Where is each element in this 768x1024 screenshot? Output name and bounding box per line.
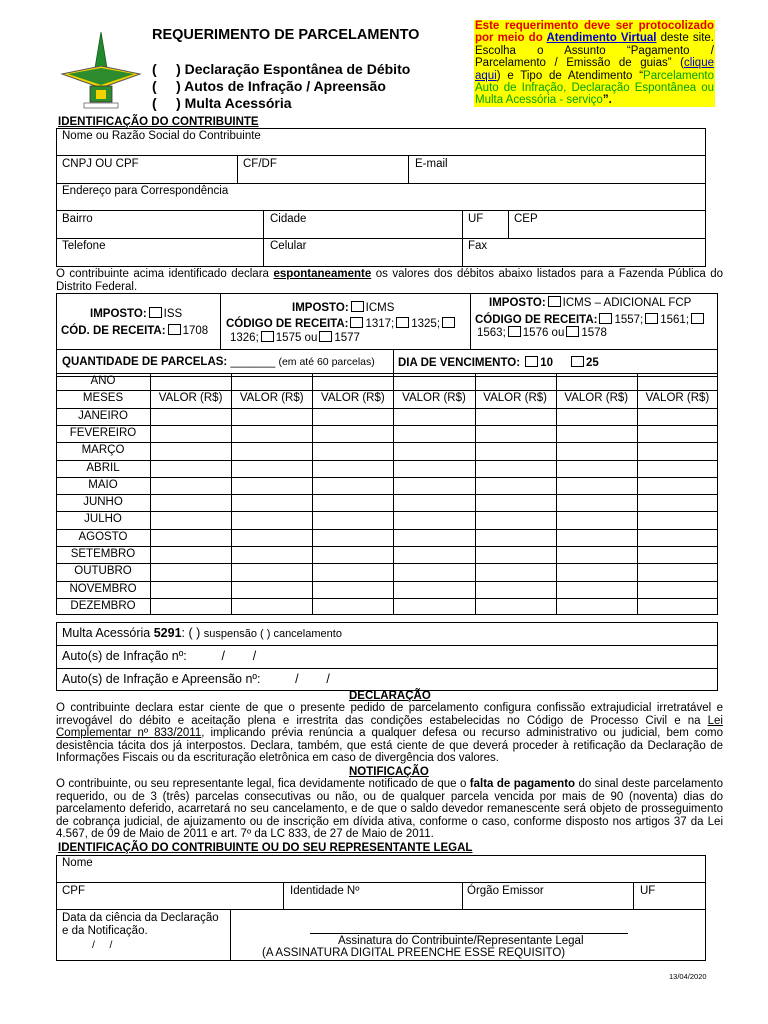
valor-cell[interactable] bbox=[232, 495, 311, 510]
valor-header-7: VALOR (R$) bbox=[645, 392, 710, 405]
fcp-codigo: CÓDIGO DE RECEITA: 1557; 1561; bbox=[475, 313, 706, 326]
valor-cell[interactable] bbox=[476, 426, 555, 441]
notice-text-1: Este requerimento deve ser protocolizado por meio do bbox=[475, 20, 714, 45]
icms-1326-checkbox[interactable] bbox=[442, 317, 455, 328]
coat-of-arms-logo bbox=[60, 30, 142, 112]
valor-cell[interactable] bbox=[151, 564, 230, 579]
valor-cell[interactable] bbox=[557, 495, 636, 510]
valor-cell[interactable] bbox=[638, 443, 717, 458]
auto-infracao-line[interactable]: Auto(s) de Infração nº: / / bbox=[62, 649, 257, 663]
option-multa: ( ) Multa Acessória bbox=[152, 95, 292, 111]
valor-cell[interactable] bbox=[638, 512, 717, 527]
cidade-field[interactable]: Cidade bbox=[270, 213, 307, 225]
valor-cell[interactable] bbox=[394, 512, 473, 527]
month-label: DEZEMBRO bbox=[70, 599, 136, 612]
valor-cell[interactable] bbox=[476, 582, 555, 597]
valor-cell[interactable] bbox=[232, 599, 311, 614]
valor-cell[interactable] bbox=[638, 599, 717, 614]
valor-cell[interactable] bbox=[232, 461, 311, 476]
notificacao-heading: NOTIFICAÇÃO bbox=[349, 766, 429, 778]
valor-cell[interactable] bbox=[476, 443, 555, 458]
valor-cell[interactable] bbox=[638, 582, 717, 597]
notice-text-4: Parcelamento Auto de Infração, Declaração Espontânea ou Multa Acessória - serviço bbox=[475, 69, 714, 107]
valor-cell[interactable] bbox=[394, 564, 473, 579]
icms-imposto: IMPOSTO: ICMS bbox=[292, 302, 395, 314]
identificacao-heading: IDENTIFICAÇÃO DO CONTRIBUINTE bbox=[58, 116, 259, 128]
iss-1708-checkbox[interactable] bbox=[168, 324, 181, 335]
dia-vencimento: DIA DE VENCIMENTO: 10 25 bbox=[398, 357, 599, 369]
bairro-field[interactable]: Bairro bbox=[62, 213, 93, 225]
iss-imposto: IMPOSTO: ISS bbox=[90, 308, 183, 320]
valor-header-2: VALOR (R$) bbox=[239, 392, 304, 405]
valor-cell[interactable] bbox=[151, 461, 230, 476]
option-declaracao: ( ) Declaração Espontânea de Débito bbox=[152, 61, 411, 77]
valor-cell[interactable] bbox=[638, 495, 717, 510]
month-label: JUNHO bbox=[83, 496, 123, 509]
valor-cell[interactable] bbox=[557, 530, 636, 545]
valor-cell[interactable] bbox=[638, 478, 717, 493]
notificacao-text: O contribuinte, ou seu representante legal, fica devidamente notificado de que o falta de pagamento do sinal deste parcelamento requerido, ou de 3 (três) parcelas consecutivas ou não, ou de qualquer parcela vencida por mais de 90 (noventa) dias do parcelamento deferido, acarretará no seu cancelamento, e de que o saldo devedor remanescente será objeto de prosseguimento de cobrança judicial, de ajuizamento ou de inscrição em dívida ativa, conforme o caso, conforme disposto nos artigos 37 da Lei 4.567, de 09 de Maio de 2011 e art. 7º da LC 833, de 27 de Maio de 2011. bbox=[56, 778, 723, 841]
valor-cell[interactable] bbox=[151, 582, 230, 597]
valor-cell[interactable] bbox=[313, 547, 392, 562]
month-label: JULHO bbox=[84, 513, 122, 526]
valor-cell[interactable] bbox=[313, 426, 392, 441]
valor-cell[interactable] bbox=[557, 599, 636, 614]
icms-1317-checkbox[interactable] bbox=[350, 317, 363, 328]
valor-cell[interactable] bbox=[151, 599, 230, 614]
cnpj-field[interactable]: CNPJ OU CPF bbox=[62, 158, 139, 170]
page-title: REQUERIMENTO DE PARCELAMENTO bbox=[152, 27, 420, 43]
valor-cell[interactable] bbox=[557, 582, 636, 597]
signature-line bbox=[310, 933, 628, 934]
valor-cell[interactable] bbox=[557, 564, 636, 579]
rep-identidade-field[interactable]: Identidade Nº bbox=[290, 885, 360, 897]
valor-cell[interactable] bbox=[313, 461, 392, 476]
month-label: MAIO bbox=[88, 478, 118, 491]
fcp-imposto: IMPOSTO: ICMS – ADICIONAL FCP bbox=[489, 297, 692, 309]
valor-cell[interactable] bbox=[394, 582, 473, 597]
valor-cell[interactable] bbox=[313, 495, 392, 510]
auto-infracao-apreensao-line[interactable]: Auto(s) de Infração e Apreensão nº: / / bbox=[62, 672, 330, 686]
icms-1577-checkbox[interactable] bbox=[319, 331, 332, 342]
valor-cell[interactable] bbox=[557, 478, 636, 493]
footer-date: 13/04/2020 bbox=[669, 972, 707, 981]
rep-orgao-field[interactable]: Órgão Emissor bbox=[467, 885, 544, 897]
valor-cell[interactable] bbox=[476, 478, 555, 493]
valor-cell[interactable] bbox=[313, 478, 392, 493]
valor-cell[interactable] bbox=[476, 409, 555, 424]
fcp-1561-checkbox[interactable] bbox=[645, 313, 658, 324]
month-label: JANEIRO bbox=[78, 409, 128, 422]
valor-cell[interactable] bbox=[557, 512, 636, 527]
valor-header-1: VALOR (R$) bbox=[158, 392, 223, 405]
atendimento-virtual-link[interactable]: Atendimento Virtual bbox=[546, 32, 657, 45]
valor-cell[interactable] bbox=[313, 512, 392, 527]
rep-nome-field[interactable]: Nome bbox=[62, 857, 93, 869]
valor-cell[interactable] bbox=[151, 530, 230, 545]
valor-cell[interactable] bbox=[313, 409, 392, 424]
valor-cell[interactable] bbox=[557, 426, 636, 441]
icms-checkbox[interactable] bbox=[351, 301, 364, 312]
notice-text-2: deste site. Escolha o Assunto “Pagamento / Parcelamento / Emissão de guias” ( bbox=[475, 32, 714, 70]
valor-cell[interactable] bbox=[151, 426, 230, 441]
valor-cell[interactable] bbox=[151, 547, 230, 562]
assinatura-label: Assinatura do Contribuinte/Representante Legal bbox=[338, 935, 584, 947]
icms-1575-checkbox[interactable] bbox=[261, 331, 274, 342]
valor-cell[interactable] bbox=[394, 530, 473, 545]
celular-field[interactable]: Celular bbox=[270, 240, 307, 252]
endereco-field[interactable]: Endereço para Correspondência bbox=[62, 185, 229, 197]
month-label: FEVEREIRO bbox=[69, 426, 137, 439]
quantidade-parcelas-input[interactable]: _______ bbox=[230, 356, 276, 368]
vencimento-10-checkbox[interactable] bbox=[525, 356, 538, 367]
valor-cell[interactable] bbox=[476, 564, 555, 579]
valor-cell[interactable] bbox=[394, 547, 473, 562]
notice-text-3: ) e Tipo de Atendimento “ bbox=[496, 69, 644, 82]
rep-data-slashes[interactable]: / / bbox=[92, 939, 113, 951]
vencimento-25-checkbox[interactable] bbox=[571, 356, 584, 367]
valor-cell[interactable] bbox=[151, 512, 230, 527]
valor-cell[interactable] bbox=[394, 461, 473, 476]
valor-cell[interactable] bbox=[394, 599, 473, 614]
month-label: SETEMBRO bbox=[70, 548, 136, 560]
cep-field[interactable]: CEP bbox=[514, 213, 538, 225]
clique-aqui-link[interactable]: clique aqui bbox=[475, 57, 714, 82]
declaracao-heading: DECLARAÇÃO bbox=[349, 690, 431, 702]
valor-cell[interactable] bbox=[232, 409, 311, 424]
valor-cell[interactable] bbox=[638, 564, 717, 579]
valor-cell[interactable] bbox=[638, 426, 717, 441]
declaracao-text: O contribuinte declara estar ciente de que o presente pedido de parcelamento configura confissão extrajudicial irretratável e irrevogável do débito e aceitação plena e irrestrita das condições estabelecidas no Código de Processo Civil e na Lei Complementar nº 833/2011, implicando prévia renúncia a qualquer defesa ou recurso administrativo ou judicial, bem como desistência tácita dos já interpostos. Declara, também, que está ciente de que deverá proceder à retificação da Declaração de Informações Fiscais ou da escrituração eletrônica em caso de divergência dos valores. bbox=[56, 702, 723, 765]
fcp-1578-checkbox[interactable] bbox=[566, 326, 579, 337]
valor-cell[interactable] bbox=[476, 547, 555, 562]
month-label: AGOSTO bbox=[78, 530, 128, 543]
fcp-1563-checkbox[interactable] bbox=[691, 313, 704, 324]
valor-cell[interactable] bbox=[232, 530, 311, 545]
icms-codigo-line2: 1326; 1575 ou 1577 bbox=[230, 332, 360, 344]
valor-cell[interactable] bbox=[476, 512, 555, 527]
valor-cell[interactable] bbox=[151, 443, 230, 458]
valor-cell[interactable] bbox=[313, 599, 392, 614]
valor-cell[interactable] bbox=[557, 547, 636, 562]
meses-label: MESES bbox=[82, 392, 124, 405]
rep-cpf-field[interactable]: CPF bbox=[62, 885, 85, 897]
valor-cell[interactable] bbox=[313, 443, 392, 458]
valor-header-5: VALOR (R$) bbox=[483, 392, 547, 405]
quantidade-parcelas: QUANTIDADE DE PARCELAS: _______ (em até 60 parcelas) bbox=[62, 356, 375, 368]
nome-field[interactable]: Nome ou Razão Social do Contribuinte bbox=[62, 130, 261, 142]
option-autos: ( ) Autos de Infração / Apreensão bbox=[152, 78, 386, 94]
lei-complementar-link[interactable]: Lei Complementar nº 833/2011 bbox=[56, 714, 723, 740]
fcp-checkbox[interactable] bbox=[548, 296, 561, 307]
rep-data-field[interactable]: Data da ciência da Declaração e da Notificação. bbox=[62, 912, 219, 937]
cfdf-field[interactable]: CF/DF bbox=[243, 158, 277, 170]
valor-cell[interactable] bbox=[476, 599, 555, 614]
valor-cell[interactable] bbox=[638, 547, 717, 562]
valor-cell[interactable] bbox=[557, 409, 636, 424]
valor-cell[interactable] bbox=[638, 409, 717, 424]
valor-cell[interactable] bbox=[313, 564, 392, 579]
valor-cell[interactable] bbox=[394, 495, 473, 510]
month-label: MARÇO bbox=[81, 444, 125, 457]
valor-cell[interactable] bbox=[313, 530, 392, 545]
month-label: OUTUBRO bbox=[74, 565, 132, 578]
valor-cell[interactable] bbox=[151, 495, 230, 510]
ano-label: ANO bbox=[90, 375, 116, 387]
valor-header-4: VALOR (R$) bbox=[402, 392, 466, 405]
valor-cell[interactable] bbox=[476, 530, 555, 545]
notice-box bbox=[474, 20, 715, 107]
valor-cell[interactable] bbox=[232, 512, 311, 527]
month-label: ABRIL bbox=[86, 461, 120, 474]
valor-cell[interactable] bbox=[638, 530, 717, 545]
iss-checkbox[interactable] bbox=[149, 307, 162, 318]
valor-cell[interactable] bbox=[232, 582, 311, 597]
iss-codigo: CÓD. DE RECEITA: 1708 bbox=[61, 325, 209, 337]
valor-cell[interactable] bbox=[557, 461, 636, 476]
icms-codigo: CÓDIGO DE RECEITA: 1317; 1325; bbox=[226, 317, 457, 330]
valor-cell[interactable] bbox=[232, 426, 311, 441]
fcp-1576-checkbox[interactable] bbox=[508, 326, 521, 337]
valor-cell[interactable] bbox=[476, 495, 555, 510]
multa-acessoria-line[interactable]: Multa Acessória 5291: ( ) suspensão ( ) cancelamento bbox=[62, 626, 342, 640]
valor-cell[interactable] bbox=[394, 478, 473, 493]
declara-espontaneamente-text: O contribuinte acima identificado declara espontaneamente os valores dos débitos abaixo listados para a Fazenda Pública do Distrito Federal. bbox=[56, 268, 724, 293]
notice-text-5: ”. bbox=[602, 94, 612, 107]
valor-cell[interactable] bbox=[394, 409, 473, 424]
valor-header-6: VALOR (R$) bbox=[564, 392, 629, 405]
identificacao-table bbox=[56, 128, 706, 267]
valor-cell[interactable] bbox=[232, 564, 311, 579]
fcp-1557-checkbox[interactable] bbox=[599, 313, 612, 324]
fcp-codigo-line2: 1563; 1576 ou 1578 bbox=[477, 327, 607, 339]
valor-cell[interactable] bbox=[394, 426, 473, 441]
valor-cell[interactable] bbox=[638, 461, 717, 476]
valor-header-3: VALOR (R$) bbox=[321, 392, 385, 405]
valor-cell[interactable] bbox=[232, 443, 311, 458]
valor-cell[interactable] bbox=[313, 582, 392, 597]
valor-cell[interactable] bbox=[151, 478, 230, 493]
uf-field[interactable]: UF bbox=[468, 213, 484, 225]
valor-cell[interactable] bbox=[394, 443, 473, 458]
month-label: NOVEMBRO bbox=[69, 582, 137, 595]
valor-cell[interactable] bbox=[151, 409, 230, 424]
telefone-field[interactable]: Telefone bbox=[62, 240, 106, 252]
valor-cell[interactable] bbox=[232, 478, 311, 493]
fax-field[interactable]: Fax bbox=[468, 240, 488, 252]
rep-uf-field[interactable]: UF bbox=[640, 885, 656, 897]
assinatura-note: (A ASSINATURA DIGITAL PREENCHE ESSE REQUISITO) bbox=[262, 947, 566, 959]
email-field[interactable]: E-mail bbox=[415, 158, 448, 170]
valor-cell[interactable] bbox=[557, 443, 636, 458]
valor-cell[interactable] bbox=[476, 461, 555, 476]
representante-heading: IDENTIFICAÇÃO DO CONTRIBUINTE OU DO SEU REPRESENTANTE LEGAL bbox=[58, 842, 473, 854]
icms-1325-checkbox[interactable] bbox=[396, 317, 409, 328]
valor-cell[interactable] bbox=[232, 547, 311, 562]
